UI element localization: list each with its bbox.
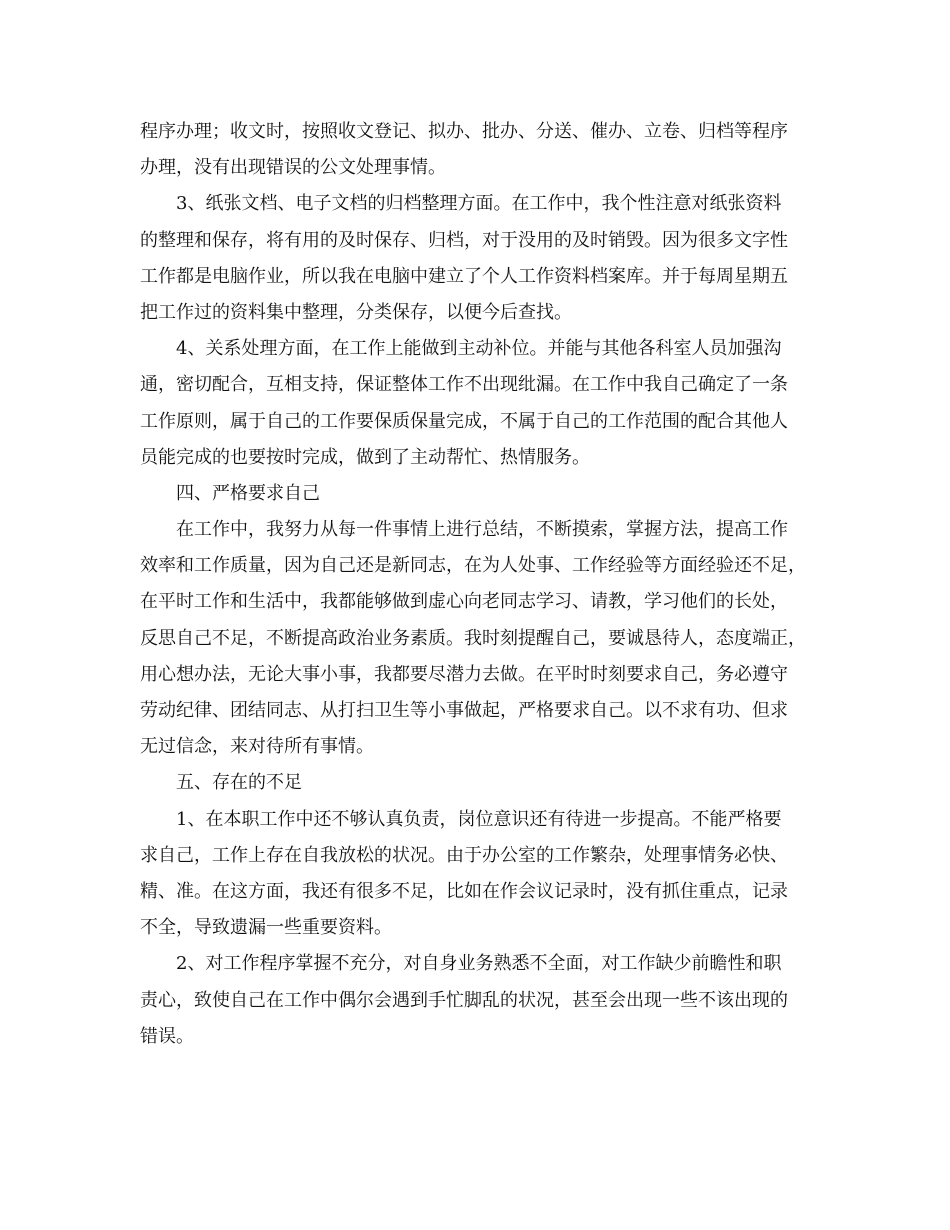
- paragraph-start-line: 3、纸张文档、电子文档的归档整理方面。在工作中，我个性注意对纸张资料: [176, 193, 782, 215]
- paragraph-start-line: 在工作中，我努力从每一件事情上进行总结，不断摸索，掌握方法，提高工作: [176, 519, 788, 541]
- text-line: 错误。: [140, 1025, 194, 1047]
- text-line: 把工作过的资料集中整理，分类保存，以便今后查找。: [140, 301, 572, 323]
- paragraph-start-line: 2、对工作程序掌握不充分，对自身业务熟悉不全面，对工作缺少前瞻性和职: [176, 953, 782, 975]
- section-heading: 五、存在的不足: [176, 772, 302, 794]
- section-heading: 四、严格要求自己: [176, 482, 320, 504]
- text-line: 反思自己不足，不断提高政治业务素质。我时刻提醒自己，要诚恳待人，态度端正，: [140, 627, 806, 649]
- text-line: 在平时工作和生活中，我都能够做到虚心向老同志学习、请教，学习他们的长处，: [140, 591, 788, 613]
- text-line: 无过信念，来对待所有事情。: [140, 736, 374, 758]
- text-line: 通，密切配合，互相支持，保证整体工作不出现纰漏。在工作中我自己确定了一条: [140, 374, 788, 396]
- document-body: [140, 114, 822, 1055]
- paragraph-start-line: 4、关系处理方面，在工作上能做到主动补位。并能与其他各科室人员加强沟: [176, 338, 782, 360]
- text-line: 劳动纪律、团结同志、从打扫卫生等小事做起，严格要求自己。以不求有功、但求: [140, 700, 788, 721]
- text-line: 程序办理；收文时，按照收文登记、拟办、批办、分送、催办、立卷、归档等程序: [140, 121, 788, 142]
- text-line: 责心，致使自己在工作中偶尔会遇到手忙脚乱的状况，甚至会出现一些不该出现的: [140, 989, 788, 1011]
- text-line: 员能完成的也要按时完成，做到了主动帮忙、热情服务。: [140, 446, 590, 468]
- text-line: 用心想办法，无论大事小事，我都要尽潜力去做。在平时时刻要求自己，务必遵守: [140, 663, 788, 685]
- text-line: 求自己，工作上存在自我放松的状况。由于办公室的工作繁杂，处理事情务必快、: [140, 844, 788, 866]
- text-line: 的整理和保存，将有用的及时保存、归档，对于没用的及时销毁。因为很多文字性: [140, 229, 788, 251]
- text-line: 不全，导致遗漏一些重要资料。: [140, 917, 392, 939]
- text-line: 精、准。在这方面，我还有很多不足，比如在作会议记录时，没有抓住重点，记录: [140, 880, 788, 902]
- text-line: 效率和工作质量，因为自己还是新同志，在为人处事、工作经验等方面经验还不足，: [140, 555, 806, 577]
- text-line: 工作都是电脑作业，所以我在电脑中建立了个人工作资料档案库。并于每周星期五: [140, 265, 788, 287]
- paragraph-start-line: 1、在本职工作中还不够认真负责，岗位意识还有待进一步提高。不能严格要: [176, 808, 782, 830]
- text-line: 办理，没有出现错误的公文处理事情。: [140, 157, 446, 179]
- text-line: 工作原则，属于自己的工作要保质保量完成，不属于自己的工作范围的配合其他人: [140, 410, 788, 432]
